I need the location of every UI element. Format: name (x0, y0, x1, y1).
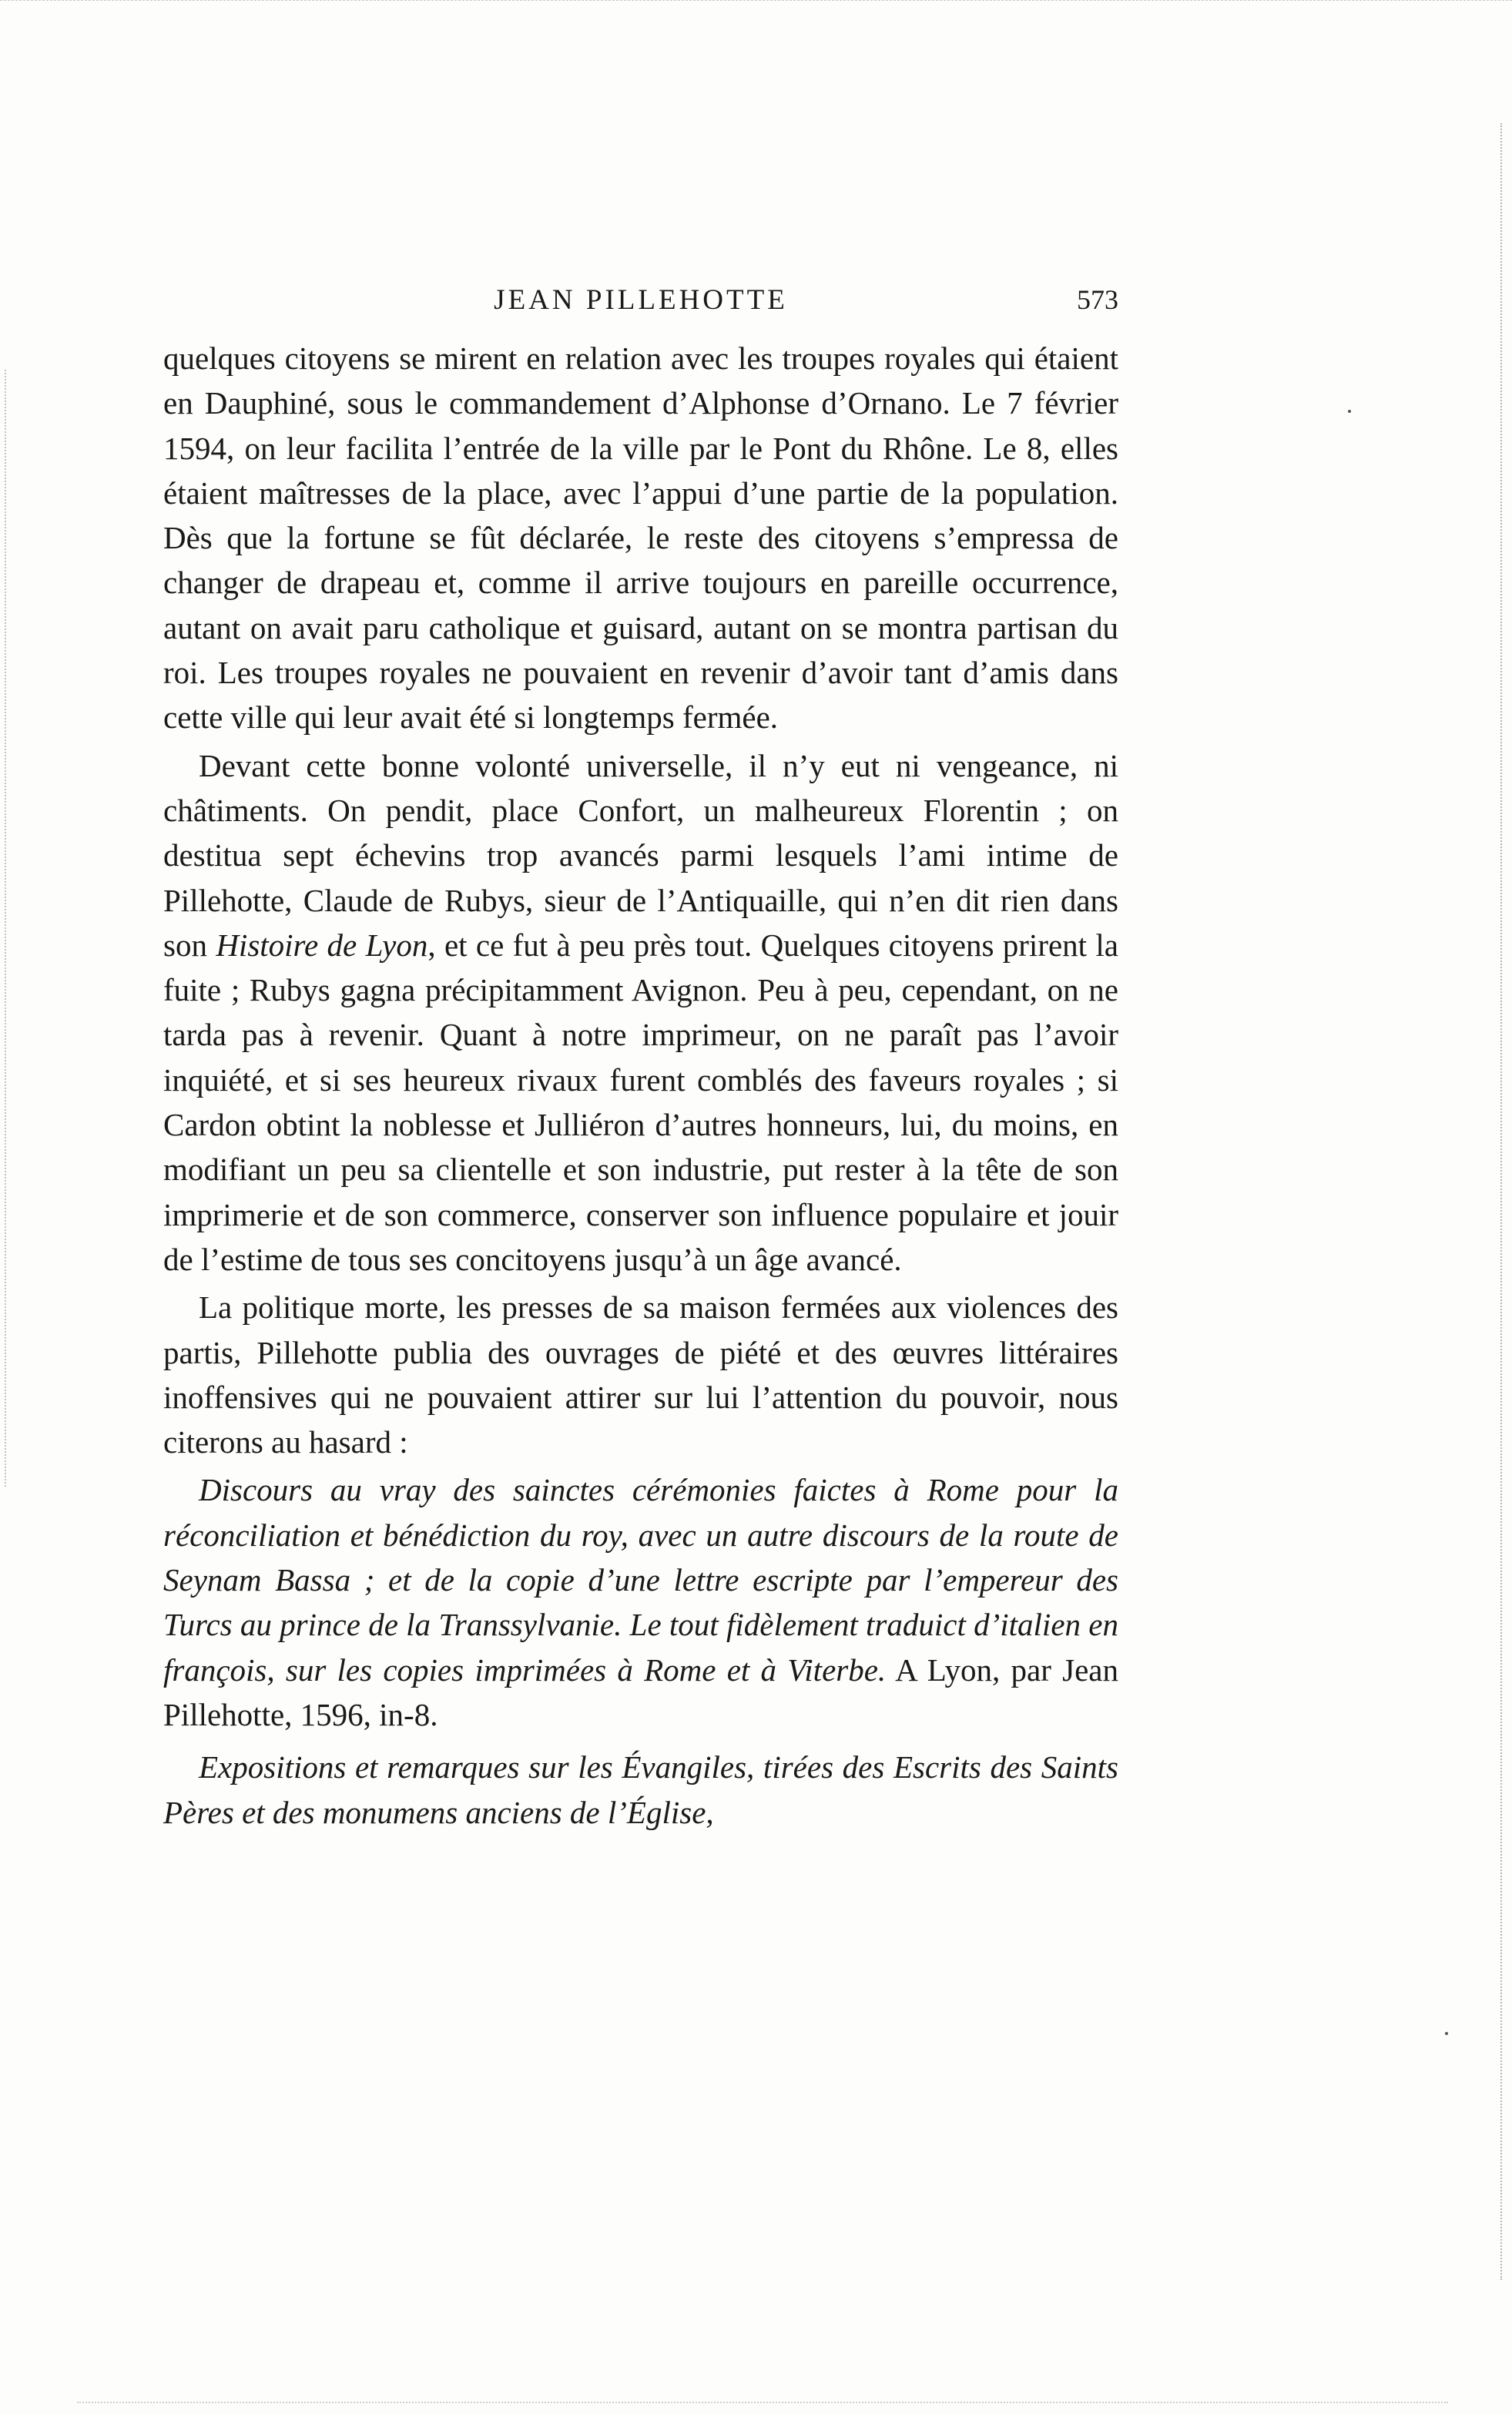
imprint-discours: A Lyon, par Jean Pillehotte, 1596, in-8. (163, 1651, 1118, 1732)
paragraph-2-text-before: Devant cette bonne volonté universelle, il n’y eut ni vengeance, ni châtiments. On pendit, place Confort, un malheureux Florentin ; on destitua sept échevins trop avancés parmi lesquels l’ami intime de Pillehotte, Claude de Rubys, sieur de l’Antiquaille, qui n’en dit rien dans son (163, 747, 1118, 963)
bibliography-entry-expositions (163, 1745, 1118, 1835)
book-title-discours: Discours au vray des sainctes cérémonies faictes à Rome pour la réconciliation et bénédiction du roy, avec un autre discours de la route de Seynam Bassa ; et de la copie d’une lettre escripte par l’empereur des Turcs au prince de la Transsylvanie. Le tout fidèlement traduict d’italien en françois, sur les copies imprimées à Rome et à Viterbe. (163, 1472, 1118, 1688)
page-number: 573 (1077, 284, 1118, 315)
body-text (163, 336, 1118, 1835)
running-title: JEAN PILLEHOTTE (494, 284, 788, 316)
bibliography-entry-discours (163, 1467, 1118, 1737)
page-header (163, 283, 1118, 327)
paragraph-2 (163, 743, 1118, 1282)
scan-edge-right (1500, 123, 1502, 2280)
scan-speck (1348, 410, 1351, 413)
book-title-expositions: Expositions et remarques sur les Évangiles, tirées des Escrits des Saints Pères et des monumens anciens de l’Église, (163, 1749, 1118, 1830)
book-title-histoire-de-lyon: Histoire de Lyon (216, 927, 428, 963)
paragraph-2-text-after: , et ce fut à peu près tout. Quelques citoyens prirent la fuite ; Rubys gagna précipitamment Avignon. Peu à peu, cependant, on ne tarda pas à revenir. Quant à notre imprimeur, on ne paraît pas l’avoir inquiété, et si ses heureux rivaux furent comblés des faveurs royales ; si Cardon obtint la noblesse et Julliéron d’autres honneurs, lui, du moins, en modifiant un peu sa clientelle et son industrie, put rester à la tête de son imprimerie et de son commerce, conserver son influence populaire et jouir de l’estime de tous ses concitoyens jusqu’à un âge avancé. (163, 927, 1119, 1277)
paragraph-3: La politique morte, les presses de sa maison fermées aux violences des partis, Pillehotte publia des ouvrages de piété et des œuvres littéraires inoffensives qui ne pouvaient attirer sur lui l’attention du pouvoir, nous citerons au hasard : (163, 1289, 1118, 1460)
scan-speck (1445, 2032, 1448, 2035)
paragraph-1: quelques citoyens se mirent en relation avec les troupes royales qui étaient en Dauphiné, sous le commandement d’Alphonse d’Ornano. Le 7 février 1594, on leur facilita l’entrée de la ville par le Pont du Rhône. Le 8, elles étaient maîtresses de la place, avec l’appui d’une partie de la population. Dès que la fortune se fût déclarée, le reste des citoyens s’empressa de changer de drapeau et, comme il arrive toujours en pareille occurrence, autant on avait paru catholique et guisard, autant on se montra partisan du roi. Les troupes royales ne pouvaient en revenir d’avoir tant d’amis dans cette ville qui leur avait été si longtemps fermée. (163, 340, 1118, 736)
scan-edge-bottom (77, 2402, 1448, 2403)
scan-edge-left (5, 370, 6, 1487)
scan-edge-top (0, 0, 1512, 4)
